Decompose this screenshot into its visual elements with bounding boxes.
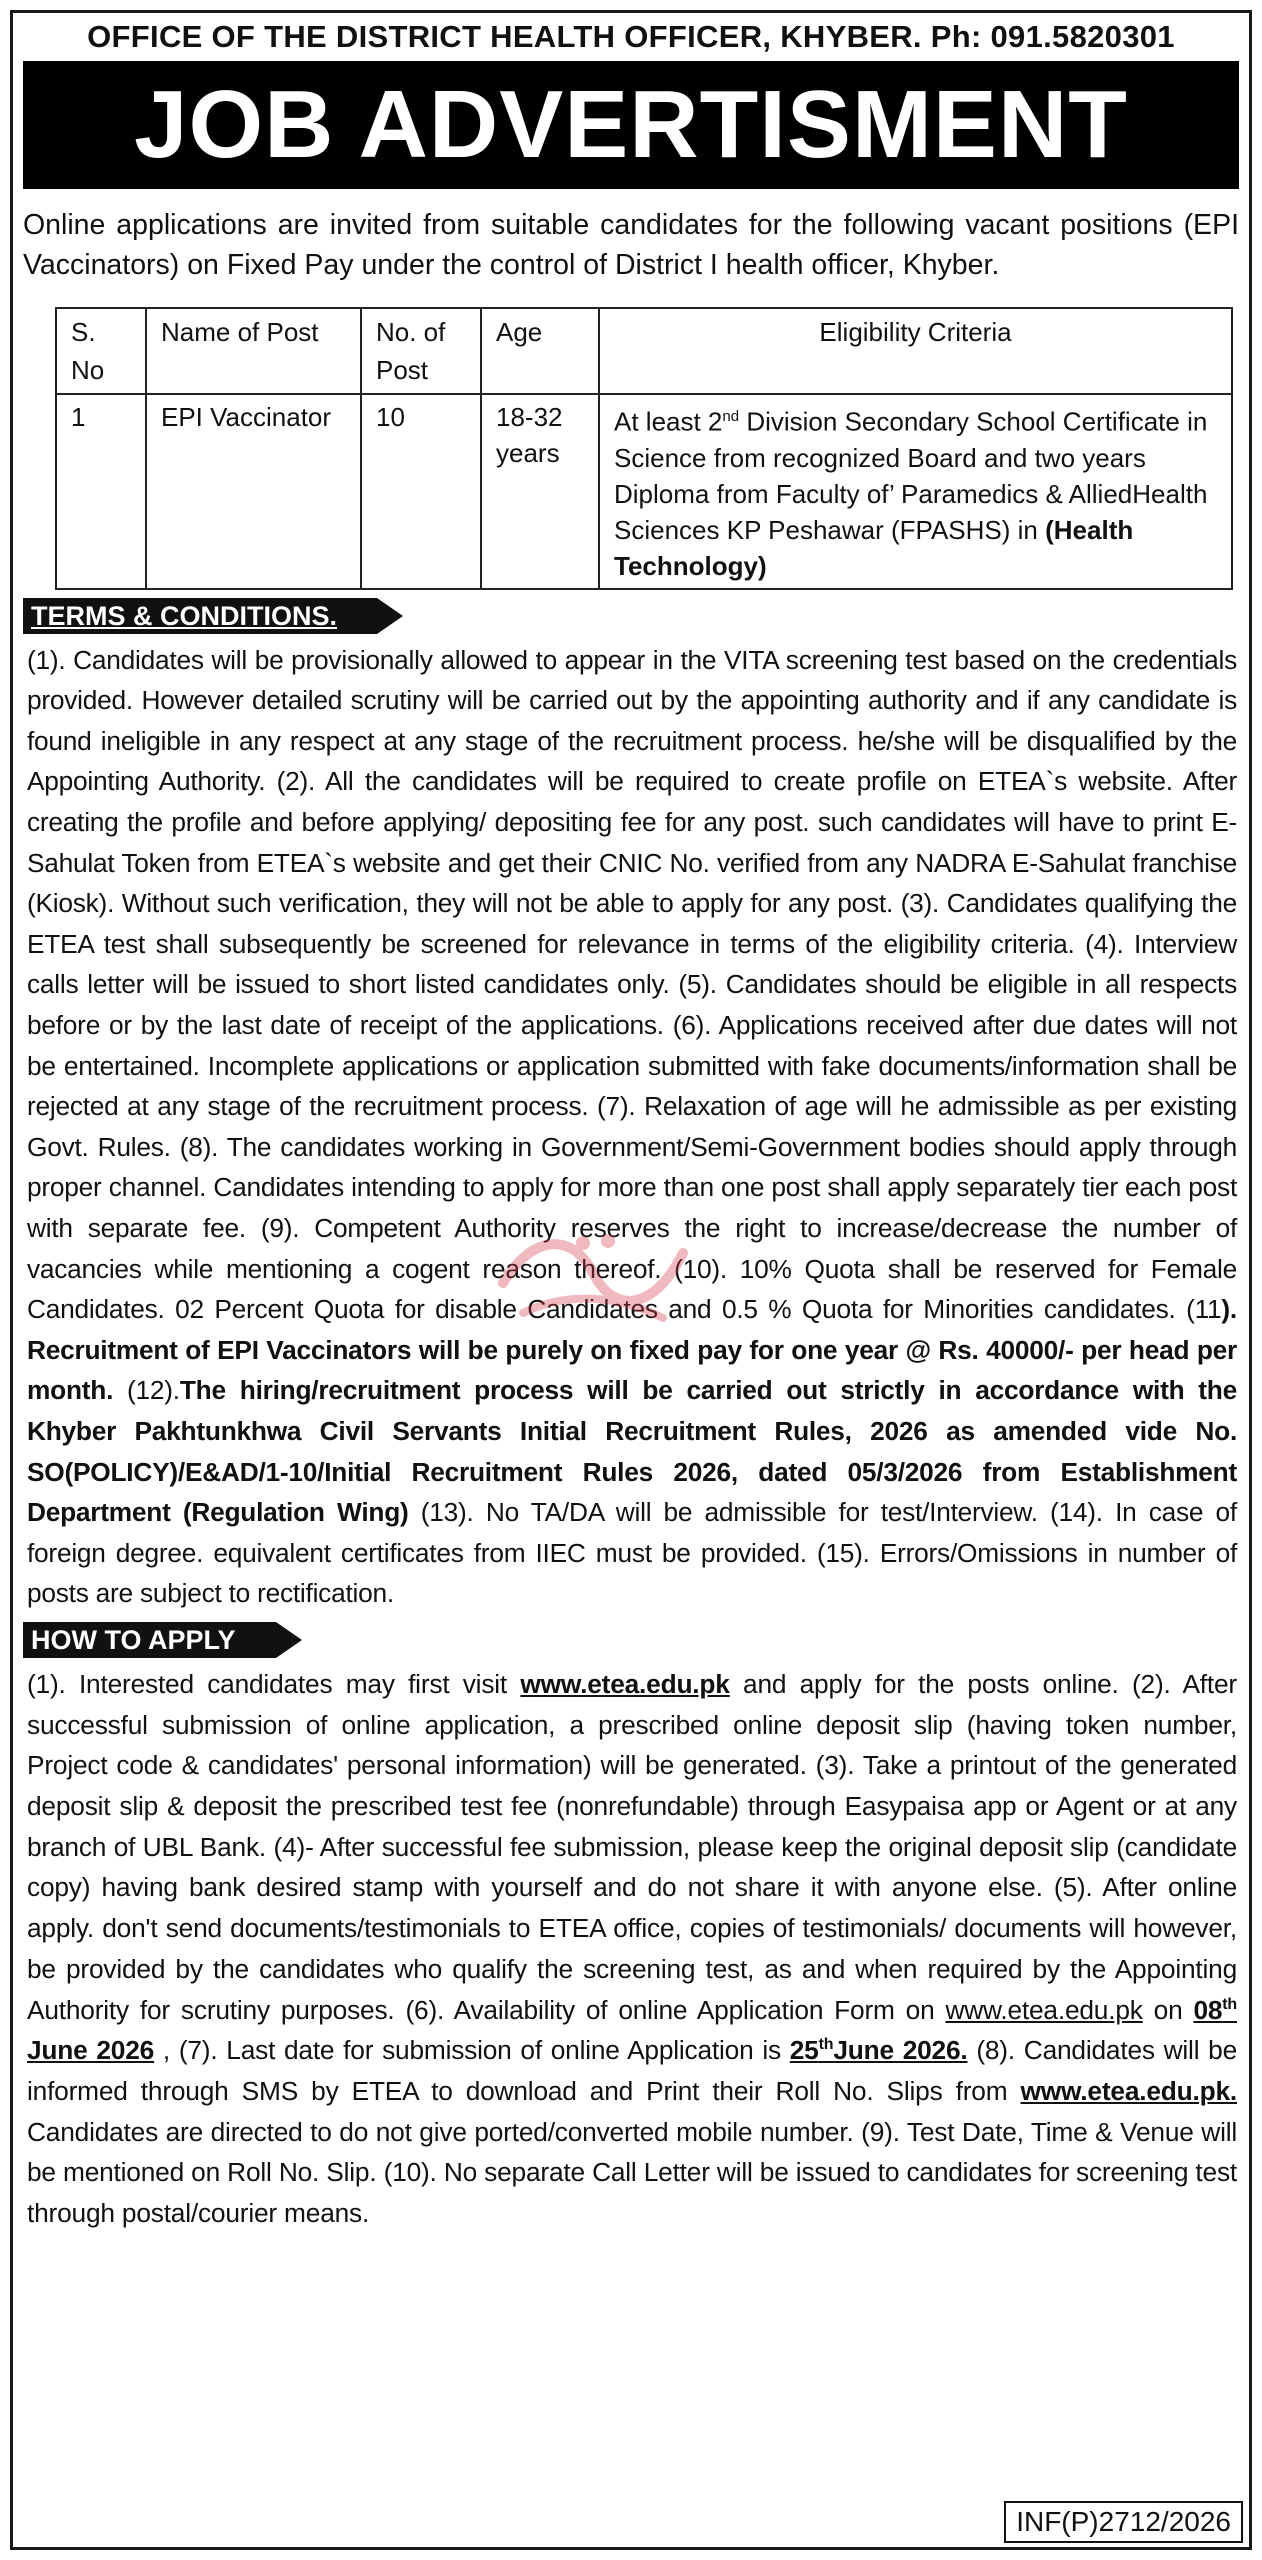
- criteria-text-a: At least 2: [614, 406, 723, 437]
- apply-text-2: and apply for the posts online. (2). After successful submission of online application, a prescribed online deposit slip (having token number, Project code & candidates' personal information) will be generated. (3). Take a printout of the generated deposit slip & deposit the prescribed test fee (nonrefundable) through Easypaisa app or Agent or at any branch of UBL Bank. (4)- After successful fee submission, please keep the original deposit slip (candidate copy) having bank desired stamp with yourself and do not share it with anyone else. (5). After online apply. don't send documents/testimonials to ETEA office, copies of testimonials/ documents will however, be provided by the candidates who qualify the screening test, as and when required by the Appointing Authority for scrutiny purposes. (6). Availability of online Application Form on: [27, 1668, 1237, 2025]
- open-date-month: June 2026: [27, 2035, 155, 2066]
- criteria-sup: nd: [722, 408, 740, 425]
- criteria-bold: (Health Technology): [614, 514, 1134, 581]
- close-date-sup: th: [818, 2036, 834, 2054]
- open-date-day: 08: [1193, 1994, 1223, 2025]
- criteria-text-b: Division Secondary School Certificate in Science from recognized Board and two years Diploma from Faculty of’ Paramedics & AlliedHealth Sciences KP Peshawar (FPASHS) in: [614, 406, 1208, 545]
- cell-sno: 1: [56, 394, 146, 589]
- terms-heading: TERMS & CONDITIONS.: [23, 598, 377, 634]
- terms-bold-1: ). Recruitment of EPI Vaccinators will be purely on fixed pay for one year @ Rs. 40000/- per head per month.: [27, 1294, 1237, 1406]
- apply-heading: HOW TO APPLY: [23, 1622, 276, 1658]
- cell-age: 18-32 years: [481, 394, 599, 589]
- open-date-sup: th: [1222, 1995, 1237, 2013]
- terms-text-2: (12).: [113, 1375, 180, 1406]
- apply-text-3: on: [1142, 1994, 1194, 2025]
- terms-text-3: (13). No TA/DA will be admissible for test/Interview. (14). In case of foreign degree. equivalent certificates from IIEC must be provided. (15). Errors/Omissions in number of posts are subject to rectification.: [27, 1497, 1237, 1609]
- terms-bold-2: The hiring/recruitment process will be carried out strictly in accordance with the Khyber Pakhtunkhwa Civil Servants Initial Recruitment Rules, 2026 as amended vide No. SO(POLICY)/E&AD/1-10/Initial Recruitment Rules 2026, dated 05/3/2026 from Establishment Department (Regulation Wing): [27, 1375, 1237, 1528]
- posts-table: [55, 307, 1233, 590]
- apply-text-5: (8). Candidates will be informed through SMS by ETEA to download and Print their Roll No. Slips from: [27, 2035, 1237, 2106]
- apply-text-6: Candidates are directed to do not give ported/converted mobile number. (9). Test Date, Time & Venue will be mentioned on Roll No. Slip. (10). No separate Call Letter will be issued to candidates for screening test through postal/courier means.: [27, 2116, 1237, 2229]
- table-row: [56, 394, 1232, 589]
- terms-paragraph: [27, 640, 1237, 1614]
- apply-text-1: (1). Interested candidates may first visit: [27, 1668, 521, 1699]
- close-date-month: June 2026.: [833, 2035, 968, 2066]
- office-line: OFFICE OF THE DISTRICT HEALTH OFFICER, KHYBER. Ph: 091.5820301: [87, 19, 1175, 54]
- ad-title: JOB ADVERTISMENT: [23, 61, 1239, 189]
- apply-paragraph: [27, 1664, 1237, 2234]
- cell-criteria: [599, 394, 1232, 589]
- close-date: [790, 2035, 968, 2065]
- col-age: Age: [481, 308, 599, 394]
- close-date-day: 25: [789, 2035, 819, 2066]
- table-header-row: [56, 308, 1232, 394]
- cell-name: EPI Vaccinator: [146, 394, 361, 589]
- col-count: No. of Post: [361, 308, 481, 394]
- etea-link-1[interactable]: www.etea.edu.pk: [520, 1668, 730, 1699]
- reference-number: INF(P)2712/2026: [1004, 2501, 1243, 2543]
- col-name: Name of Post: [146, 308, 361, 394]
- red-stamp-watermark: [483, 1213, 703, 1343]
- col-criteria: Eligibility Criteria: [599, 308, 1232, 394]
- terms-text-1: (1). Candidates will be provisionally allowed to appear in the VITA screening test based on the credentials provided. However detailed scrutiny will be carried out by the appointing authority and if any candidate is found ineligible in any respect at any stage of the recruitment process. he/she will be disqualified by the Appointing Authority. (2). All the candidates will be required to create profile on ETEA`s website. After creating the profile and before applying/ depositing fee for any post. such candidates will have to print E-Sahulat Token from ETEA`s website and get their CNIC No. verified from any NADRA E-Sahulat franchise (Kiosk). Without such verification, they will not be able to apply for any post. (3). Candidates qualifying the ETEA test shall subsequently be screened for relevance in terms of the eligibility criteria. (4). Interview calls letter will be issued to short listed candidates only. (5). Candidates should be eligible in all respects before or by the last date of receipt of the applications. (6). Applications received after due dates will not be entertained. Incomplete applications or application submitted with fake documents/information shall be rejected at any stage of the recruitment process. (7). Relaxation of age will he admissible as per existing Govt. Rules. (8). The candidates working in Government/Semi-Government bodies should apply through proper channel. Candidates intending to apply for more than one post shall apply separately tier each post with separate fee. (9). Competent Authority reserves the right to increase/decrease the number of vacancies while mentioning a cogent reason thereof. (10). 10% Quota shall be reserved for Female Candidates. 02 Percent Quota for disable Candidates and 0.5 % Quota for Minorities candidates. (11: [27, 644, 1237, 1325]
- etea-link-2[interactable]: www.etea.edu.pk: [945, 1994, 1143, 2025]
- intro-paragraph: Online applications are invited from suitable candidates for the following vacant positions (EPI Vaccinators) on Fixed Pay under the control of District I health officer, Khyber.: [23, 209, 1239, 281]
- advertisement: [10, 10, 1252, 2550]
- etea-link-3[interactable]: www.etea.edu.pk.: [1020, 2075, 1237, 2106]
- apply-text-4: , (7). Last date for submission of online Application is: [154, 2035, 790, 2066]
- cell-count: 10: [361, 394, 481, 589]
- col-sno: S. No: [56, 308, 146, 394]
